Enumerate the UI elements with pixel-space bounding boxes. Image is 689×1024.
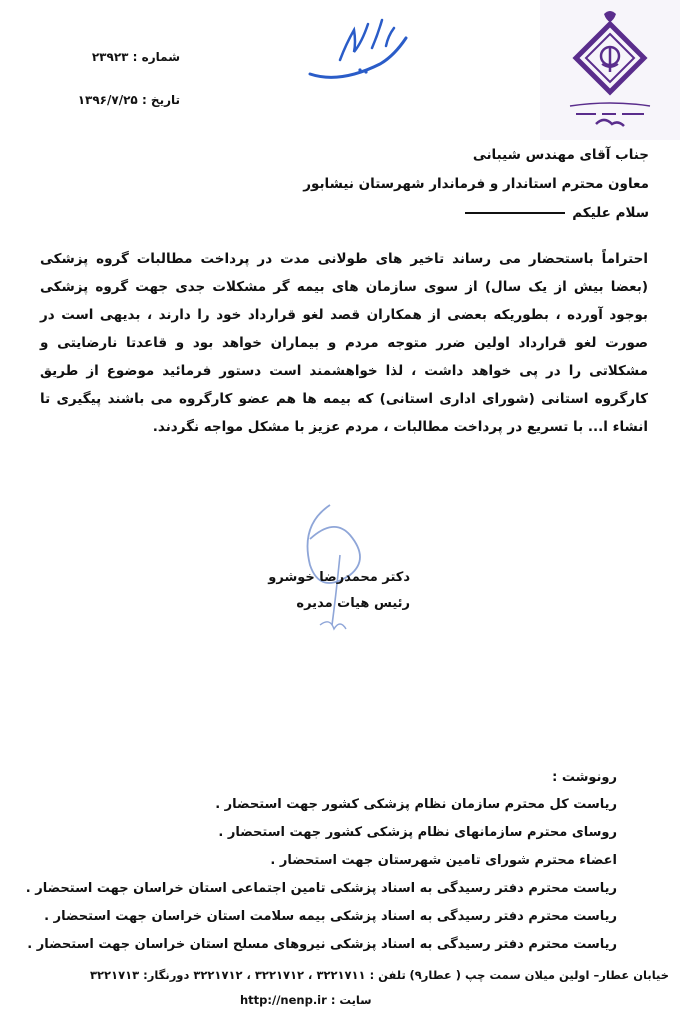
footer-website: [240, 993, 372, 1007]
cc-item: اعضاء محترم شورای تامین شهرستان جهت استحضار .: [270, 853, 617, 868]
addressee-position: معاون محترم استاندار و فرماندار شهرستان نیشابور: [303, 176, 649, 192]
letter-date: [40, 93, 180, 107]
cc-list: [25, 770, 617, 959]
letter-number: [40, 50, 180, 64]
letter-body: احتراماً باستحضار می رساند تاخیر های طولانی مدت در پرداخت مطالبات گروه پزشکی (بعضا بیش از یک سال) از سوی سازمان های بیمه گر مشکلات جدی جهت گروه پزشکی بوجود آورده ، بطوریکه بعضی از همکاران قصد لغو قرارداد خود را دارند ، بدیهی است در صورت لغو قرارداد اولین ضرر متوجه مردم و بیماران خواهد بود و قاعدتا نارضایتی و مشکلاتی را در پی خواهد داشت ، لذا خواهشمند است دستور فرمائید موضوع از طریق کارگروه استانی (شورای اداری استانی) که بیمه ها هم عضو کارگروه می باشند پیگیری تا انشاء ا... با تسریع در پرداخت مطالبات ، مردم عزیز با مشکل مواجه نگردند.: [40, 251, 648, 435]
number-label: شماره :: [132, 50, 180, 64]
cc-item: ریاست کل محترم سازمان نظام پزشکی کشور جهت استحضار .: [215, 797, 617, 812]
cc-item: روسای محترم سازمانهای نظام پزشکی کشور جهت استحضار .: [218, 825, 617, 840]
footer-phone: تلفن : ۳۲۲۱۷۱۱ ، ۳۲۲۱۷۱۲ ، ۳۲۲۱۷۱۲ دورنگار: ۳۲۲۱۷۱۳: [90, 968, 406, 982]
website-link[interactable]: http://nenp.ir: [240, 993, 327, 1007]
cc-item: ریاست محترم دفتر رسیدگی به اسناد پزشکی تامین اجتماعی استان خراسان جهت استحضار .: [25, 881, 617, 896]
greeting-text: سلام علیکم: [572, 205, 649, 221]
organization-logo: [540, 0, 680, 140]
cc-item: ریاست محترم دفتر رسیدگی به اسناد پزشکی بیمه سلامت استان خراسان جهت استحضار .: [44, 909, 617, 924]
signer-title: رئیس هیات مدیره: [296, 596, 410, 611]
greeting: [49, 205, 649, 221]
handwritten-title: [300, 8, 420, 88]
greeting-flourish: [465, 212, 565, 214]
website-label: سایت :: [330, 993, 372, 1007]
footer-address: خیابان عطار– اولین میلان سمت چپ ( عطار۹): [409, 968, 669, 982]
cc-title: رونوشت :: [552, 770, 617, 785]
number-value: ۲۳۹۲۳: [91, 50, 129, 64]
date-label: تاریخ :: [141, 93, 180, 107]
cc-item: ریاست محترم دفتر رسیدگی به اسناد پزشکی نیروهای مسلح استان خراسان جهت استحضار .: [27, 937, 617, 952]
signer-name: دکتر محمدرضا خوشرو: [268, 570, 410, 585]
addressee-name: جناب آقای مهندس شیبانی: [472, 147, 649, 163]
date-value: ۱۳۹۶/۷/۲۵: [77, 93, 138, 107]
